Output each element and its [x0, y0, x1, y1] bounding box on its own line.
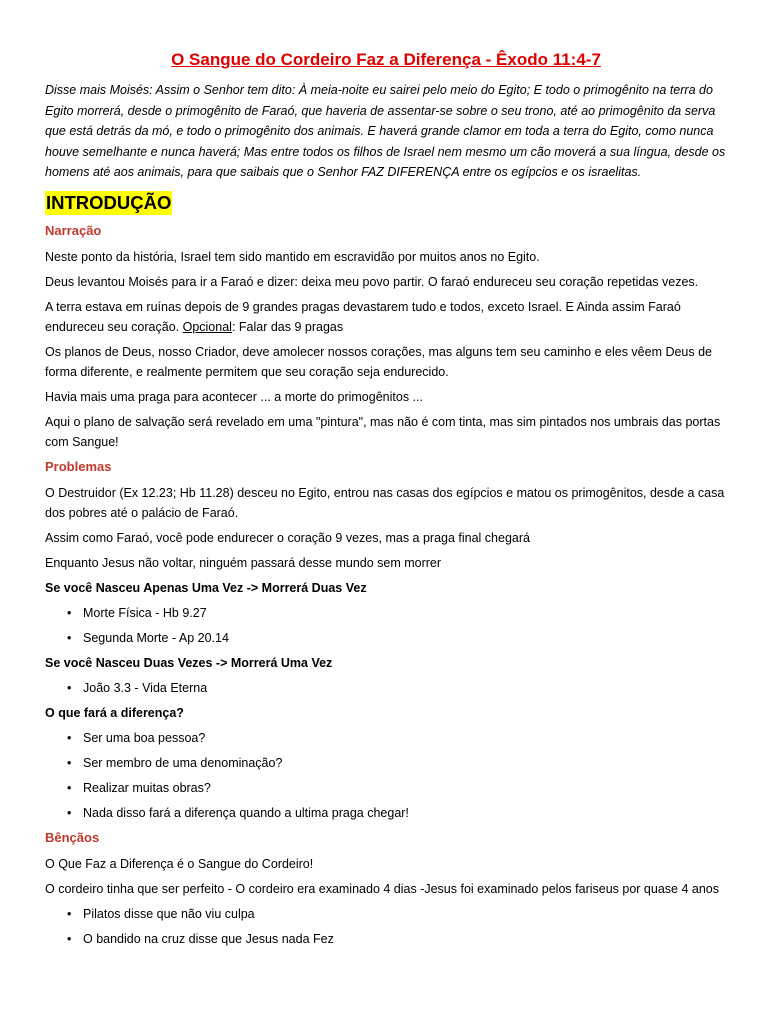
- paragraph: Havia mais uma praga para acontecer ... a morte do primogênitos ...: [45, 389, 423, 404]
- bullet-icon: •: [67, 931, 72, 946]
- list-item: • Morte Física - Hb 9.27: [45, 603, 727, 623]
- paragraph: Enquanto Jesus não voltar, ninguém passará desse mundo sem morrer: [45, 555, 442, 570]
- list-item: • Segunda Morte - Ap 20.14: [45, 628, 727, 648]
- bullet-icon: •: [67, 730, 72, 745]
- bullet-icon: •: [67, 680, 72, 695]
- bible-verse: Disse mais Moisés: Assim o Senhor tem dito: À meia-noite eu sairei pelo meio do Egito; E todo o primogênito na terra do Egito morrerá, desde o primogênito de Faraó, que haveria de assentar-se sobre o seu trono, até ao primogênito da serva que está detrás da mó, e todo o primogênito dos animais. E haverá grande clamor em toda a terra do Egito, como nunca houve semelhante e nunca haverá; Mas entre todos os filhos de Israel nem mesmo um cão moverá a sua língua, desde os homens até aos animais, para que saibais que o Senhor FAZ DIFERENÇA entre os egípcios e os israelitas.: [45, 83, 726, 179]
- bullet-icon: •: [67, 805, 72, 820]
- bold-statement: Se você Nasceu Apenas Uma Vez -> Morrerá Duas Vez: [45, 580, 367, 595]
- paragraph: O Que Faz a Diferença é o Sangue do Cordeiro!: [45, 856, 314, 871]
- intro-heading: INTRODUÇÃO: [46, 191, 172, 213]
- list-item: • Realizar muitas obras?: [45, 778, 727, 798]
- list-item: • Ser uma boa pessoa?: [45, 728, 727, 748]
- bold-question: O que fará a diferença?: [45, 705, 184, 720]
- paragraph: Aqui o plano de salvação será revelado em uma "pintura", mas não é com tinta, mas sim pintados nos umbrais das portas com Sangue!: [45, 414, 721, 449]
- bold-statement: Se você Nasceu Duas Vezes -> Morrerá Uma Vez: [45, 655, 333, 670]
- paragraph: Deus levantou Moisés para ir a Faraó e dizer: deixa meu povo partir. O faraó endureceu seu coração repetidas vezes.: [45, 274, 699, 289]
- list-item: • Pilatos disse que não viu culpa: [45, 904, 727, 924]
- paragraph: O Destruidor (Ex 12.23; Hb 11.28) desceu no Egito, entrou nas casas dos egípcios e matou os primogênitos, desde a casa dos pobres até o palácio de Faraó.: [45, 485, 725, 520]
- optional-label: Opcional: [182, 319, 232, 334]
- document-page: [45, 48, 727, 954]
- paragraph: O cordeiro tinha que ser perfeito - O cordeiro era examinado 4 dias -Jesus foi examinado pelos fariseus por quase 4 anos: [45, 881, 719, 896]
- bullet-icon: •: [67, 906, 72, 921]
- bullet-list: [45, 603, 727, 648]
- bullet-list: [45, 904, 727, 949]
- paragraph-text: A terra estava em ruínas depois de 9 grandes pragas devastarem tudo e todos, exceto Israel. E Ainda assim Faraó endureceu seu coração.: [45, 299, 681, 334]
- paragraph: Os planos de Deus, nosso Criador, deve amolecer nossos corações, mas alguns tem seu caminho e eles vêem Deus de forma diferente, e realmente permitem que seu coração seja endurecido.: [45, 344, 713, 379]
- bullet-icon: •: [67, 755, 72, 770]
- list-item: • Ser membro de uma denominação?: [45, 753, 727, 773]
- list-item: • João 3.3 - Vida Eterna: [45, 678, 727, 698]
- paragraph-tail: : Falar das 9 pragas: [231, 319, 344, 334]
- section-heading-narracao: Narração: [45, 222, 102, 238]
- bullet-list: [45, 678, 727, 698]
- section-heading-problemas: Problemas: [45, 458, 112, 474]
- section-heading-bencaos: Bênçãos: [45, 829, 100, 845]
- paragraph: Neste ponto da história, Israel tem sido mantido em escravidão por muitos anos no Egito.: [45, 249, 540, 264]
- bullet-icon: •: [67, 605, 72, 620]
- paragraph: Assim como Faraó, você pode endurecer o coração 9 vezes, mas a praga final chegará: [45, 530, 530, 545]
- bullet-icon: •: [67, 780, 72, 795]
- bullet-list: [45, 728, 727, 823]
- document-title: O Sangue do Cordeiro Faz a Diferença - Êxodo 11:4-7: [171, 50, 601, 69]
- paragraph: [45, 297, 727, 337]
- list-item: • O bandido na cruz disse que Jesus nada Fez: [45, 929, 727, 949]
- list-item: • Nada disso fará a diferença quando a ultima praga chegar!: [45, 803, 727, 823]
- bullet-icon: •: [67, 630, 72, 645]
